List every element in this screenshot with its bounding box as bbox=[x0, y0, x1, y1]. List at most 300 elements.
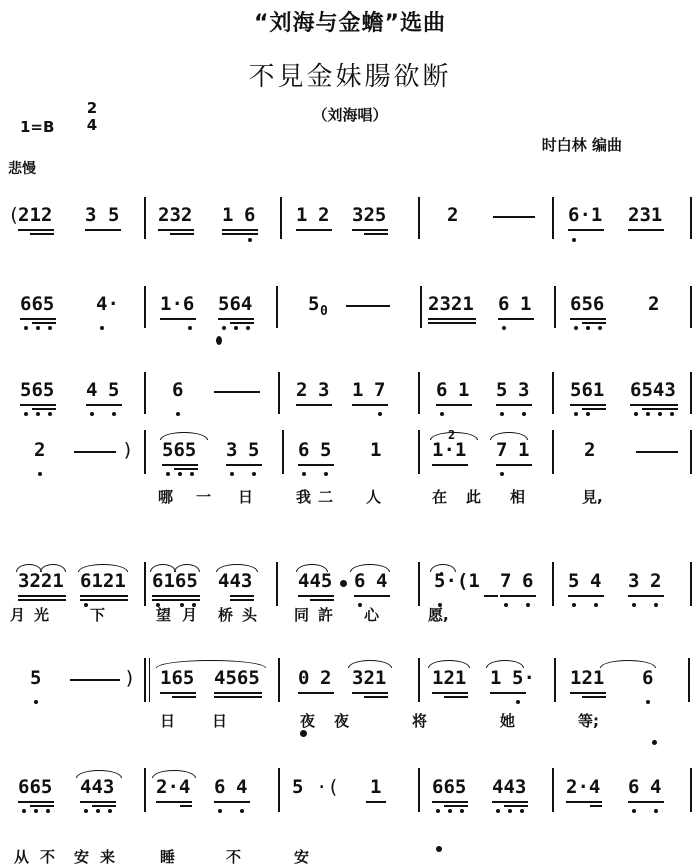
barline bbox=[420, 286, 422, 328]
beam bbox=[364, 233, 388, 235]
note-group: 1 bbox=[370, 776, 382, 798]
octave-dot bbox=[176, 412, 180, 416]
beam bbox=[172, 696, 196, 698]
barline bbox=[144, 658, 146, 702]
beam bbox=[504, 805, 528, 807]
note-group: 5 bbox=[292, 776, 304, 798]
note-group: 2 bbox=[648, 293, 660, 315]
lyric-char: 安 bbox=[294, 848, 310, 866]
beam bbox=[214, 692, 262, 694]
note-group: 3 bbox=[226, 439, 238, 461]
octave-dot bbox=[34, 809, 38, 813]
octave-dot bbox=[436, 809, 440, 813]
octave-dot bbox=[594, 603, 598, 607]
note-group: 4565 bbox=[214, 667, 260, 689]
beam bbox=[222, 229, 258, 231]
beam bbox=[214, 696, 262, 698]
octave-dot bbox=[190, 472, 194, 476]
note-group: 443 bbox=[80, 776, 115, 798]
note-group: 212 bbox=[18, 204, 53, 226]
beam bbox=[310, 599, 334, 601]
beam bbox=[32, 408, 56, 410]
barline bbox=[554, 658, 556, 702]
time-signature-bottom: 4 bbox=[86, 116, 98, 134]
beam bbox=[18, 229, 54, 231]
note-group: 443 bbox=[218, 570, 253, 592]
note-group: 232 bbox=[158, 204, 193, 226]
note-group: 665 bbox=[20, 293, 55, 315]
beam bbox=[628, 801, 664, 803]
lyric-char: 光 bbox=[34, 606, 50, 624]
beam bbox=[496, 404, 532, 406]
barline bbox=[690, 197, 692, 239]
octave-dot bbox=[36, 326, 40, 330]
beam bbox=[428, 318, 476, 320]
note-group: 7 bbox=[496, 439, 508, 461]
octave-dot bbox=[252, 472, 256, 476]
lyric-char: 心 bbox=[364, 606, 380, 624]
note-group: 121 bbox=[432, 667, 467, 689]
beam bbox=[80, 801, 116, 803]
note-group: 6 bbox=[214, 776, 226, 798]
lyric-char: 此 bbox=[466, 488, 482, 506]
beam bbox=[230, 599, 254, 601]
barline bbox=[552, 197, 554, 239]
barline bbox=[144, 430, 146, 474]
lyric-char: 夜 bbox=[300, 712, 316, 730]
barline bbox=[144, 286, 146, 328]
note-group: 5 bbox=[496, 379, 508, 401]
note-group: 1 bbox=[518, 439, 530, 461]
octave-dot bbox=[440, 412, 444, 416]
barline bbox=[149, 658, 150, 702]
note-group: 6 bbox=[354, 570, 366, 592]
beam bbox=[20, 318, 56, 320]
lyric-char: 相 bbox=[510, 488, 526, 506]
note-group: 1 bbox=[490, 667, 502, 689]
octave-dot bbox=[24, 326, 28, 330]
octave-dot bbox=[586, 412, 590, 416]
octave-dot bbox=[654, 603, 658, 607]
lyric-char: 望 bbox=[156, 606, 172, 624]
lyric-char: 头 bbox=[242, 606, 258, 624]
octave-dot bbox=[48, 326, 52, 330]
octave-dot bbox=[218, 809, 222, 813]
beam bbox=[444, 805, 468, 807]
beam bbox=[432, 801, 468, 803]
beam bbox=[160, 318, 196, 320]
beam bbox=[590, 805, 602, 807]
beam bbox=[152, 595, 200, 597]
note-group: 5 bbox=[248, 439, 260, 461]
octave-dot bbox=[378, 412, 382, 416]
beam bbox=[352, 229, 388, 231]
lyric-char: 我 bbox=[296, 488, 312, 506]
octave-dot bbox=[166, 472, 170, 476]
time-signature-top: 2 bbox=[86, 99, 98, 117]
beam bbox=[570, 692, 606, 694]
octave-dot bbox=[84, 603, 88, 607]
octave-dot bbox=[574, 412, 578, 416]
time-signature bbox=[84, 100, 100, 134]
sustain-dash bbox=[636, 451, 678, 453]
beam bbox=[20, 404, 56, 406]
lyric-char: 来 bbox=[100, 848, 116, 866]
beam bbox=[298, 692, 334, 694]
barline bbox=[690, 562, 692, 606]
octave-dot bbox=[22, 809, 26, 813]
barline bbox=[690, 286, 692, 328]
beam bbox=[496, 464, 532, 466]
lyric-char: 安 bbox=[74, 848, 90, 866]
octave-dot bbox=[572, 603, 576, 607]
beam bbox=[498, 318, 534, 320]
note-group: ( bbox=[8, 204, 20, 226]
beam bbox=[352, 692, 388, 694]
note-group: 4 bbox=[590, 570, 602, 592]
beam bbox=[80, 595, 128, 597]
beam bbox=[18, 595, 66, 597]
beam bbox=[170, 233, 194, 235]
octave-dot bbox=[188, 326, 192, 330]
beam bbox=[490, 692, 526, 694]
sustain-dash bbox=[74, 451, 116, 453]
beam bbox=[230, 322, 254, 324]
octave-dot bbox=[324, 472, 328, 476]
octave-dot bbox=[658, 412, 662, 416]
beam bbox=[298, 595, 334, 597]
note-group: 3 bbox=[85, 204, 97, 226]
octave-dot bbox=[96, 809, 100, 813]
note-group: 1 bbox=[222, 204, 234, 226]
lyric-char: 不 bbox=[40, 848, 56, 866]
beam bbox=[582, 408, 606, 410]
note-group: 5 bbox=[108, 204, 120, 226]
octave-dot bbox=[90, 412, 94, 416]
barline bbox=[144, 562, 146, 606]
lyric-char: 桥 bbox=[218, 606, 234, 624]
note-group: 443 bbox=[492, 776, 527, 798]
note-group: 5 bbox=[108, 379, 120, 401]
note-group: 2 bbox=[34, 439, 46, 461]
octave-dot bbox=[84, 809, 88, 813]
barline bbox=[418, 430, 420, 474]
lyric-char: 夜 bbox=[334, 712, 350, 730]
octave-dot bbox=[526, 603, 530, 607]
sustain-dash bbox=[346, 305, 390, 307]
note-group: 6 bbox=[628, 776, 640, 798]
note-group: 6 bbox=[498, 293, 510, 315]
octave-dot bbox=[234, 326, 238, 330]
lyric-char: 在 bbox=[432, 488, 448, 506]
key-signature: 1=B bbox=[20, 118, 55, 136]
note-group: 2 bbox=[296, 379, 308, 401]
note-group: 6 bbox=[298, 439, 310, 461]
octave-dot bbox=[240, 809, 244, 813]
beam bbox=[180, 805, 192, 807]
beam bbox=[582, 322, 606, 324]
octave-dot bbox=[302, 472, 306, 476]
beam bbox=[230, 595, 254, 597]
octave-dot bbox=[24, 412, 28, 416]
lyric-char: 哪 bbox=[158, 488, 174, 506]
lyric-char: 从 bbox=[14, 848, 30, 866]
barline bbox=[144, 372, 146, 414]
barline bbox=[552, 372, 554, 414]
lyric-char: 她 bbox=[500, 712, 516, 730]
note-group: 6543 bbox=[630, 379, 676, 401]
note-group: 4 bbox=[86, 379, 98, 401]
octave-dot bbox=[36, 412, 40, 416]
note-group: 6121 bbox=[80, 570, 126, 592]
barline bbox=[690, 768, 692, 812]
beam bbox=[628, 595, 664, 597]
beam bbox=[218, 318, 254, 320]
lyric-char: 日 bbox=[160, 712, 176, 730]
note-group: 6 bbox=[642, 667, 654, 689]
octave-dot bbox=[222, 326, 226, 330]
lyric-char: 愿, bbox=[428, 606, 449, 624]
note-group: 4 bbox=[650, 776, 662, 798]
beam bbox=[92, 805, 116, 807]
beam bbox=[30, 805, 54, 807]
note-group: 2 bbox=[320, 667, 332, 689]
beam bbox=[582, 696, 606, 698]
lyric-char: 二 bbox=[318, 488, 334, 506]
beam bbox=[296, 229, 332, 231]
note-group: 6 bbox=[436, 379, 448, 401]
beam bbox=[352, 404, 388, 406]
note-group: 4· bbox=[96, 293, 119, 315]
note-group: 0 bbox=[298, 667, 310, 689]
beam bbox=[566, 801, 602, 803]
beam bbox=[32, 322, 56, 324]
lyric-char: 下 bbox=[90, 606, 106, 624]
note-group: 5 bbox=[568, 570, 580, 592]
octave-dot bbox=[496, 809, 500, 813]
barline bbox=[418, 562, 420, 606]
octave-dot bbox=[670, 412, 674, 416]
note-group: 3 bbox=[628, 570, 640, 592]
beam bbox=[436, 404, 472, 406]
barline bbox=[554, 286, 556, 328]
barline bbox=[688, 658, 690, 702]
note-group: ) bbox=[122, 439, 134, 461]
note-group: 3 bbox=[518, 379, 530, 401]
octave-dot bbox=[516, 700, 520, 704]
barline bbox=[282, 430, 284, 474]
ink-mark bbox=[652, 740, 657, 745]
sustain-dash bbox=[214, 391, 260, 393]
note-group: 1 bbox=[458, 379, 470, 401]
octave-dot bbox=[520, 809, 524, 813]
beam bbox=[222, 233, 258, 235]
lyric-char: 将 bbox=[412, 712, 428, 730]
octave-dot bbox=[246, 326, 250, 330]
note-group: 665 bbox=[432, 776, 467, 798]
note-group: 1 bbox=[370, 439, 382, 461]
note-group: 2 bbox=[318, 204, 330, 226]
note-group: 5 bbox=[320, 439, 332, 461]
lyric-char: 月 bbox=[182, 606, 198, 624]
beam bbox=[432, 464, 468, 466]
beam bbox=[296, 404, 332, 406]
note-group: 321 bbox=[352, 667, 387, 689]
arranger-credit: 时白林 编曲 bbox=[541, 136, 622, 154]
beam bbox=[174, 468, 198, 470]
note-group: 2 bbox=[447, 204, 459, 226]
octave-dot bbox=[508, 809, 512, 813]
octave-dot bbox=[34, 700, 38, 704]
lyric-char: 許 bbox=[318, 606, 334, 624]
octave-dot bbox=[248, 238, 252, 242]
beam bbox=[152, 599, 200, 601]
barline bbox=[144, 768, 146, 812]
lyric-char: 日 bbox=[238, 488, 254, 506]
sustain-dash bbox=[70, 679, 120, 681]
note-group: 325 bbox=[352, 204, 387, 226]
barline bbox=[278, 372, 280, 414]
octave-dot bbox=[654, 809, 658, 813]
lyric-char: 日 bbox=[212, 712, 228, 730]
octave-dot bbox=[100, 326, 104, 330]
beam bbox=[492, 801, 528, 803]
octave-dot bbox=[646, 412, 650, 416]
note-group: 565 bbox=[162, 439, 197, 461]
lyric-char: 一 bbox=[196, 488, 212, 506]
lyric-char: 睡 bbox=[160, 848, 176, 866]
ink-mark bbox=[300, 730, 307, 737]
beam bbox=[484, 595, 498, 597]
note-group: 2 bbox=[584, 439, 596, 461]
beam bbox=[18, 599, 66, 601]
octave-dot bbox=[112, 412, 116, 416]
grace-note: 2 bbox=[448, 428, 456, 442]
note-group: 121 bbox=[570, 667, 605, 689]
note-group: 2321 bbox=[428, 293, 474, 315]
octave-dot bbox=[46, 809, 50, 813]
barline bbox=[552, 562, 554, 606]
beam bbox=[30, 233, 54, 235]
beam bbox=[500, 595, 536, 597]
barline bbox=[280, 197, 282, 239]
note-group: 231 bbox=[628, 204, 663, 226]
note-group: 656 bbox=[570, 293, 605, 315]
octave-dot bbox=[358, 603, 362, 607]
singer-note: （刘海唱） bbox=[312, 106, 388, 124]
octave-dot bbox=[460, 809, 464, 813]
lyric-char: 不 bbox=[226, 848, 242, 866]
lyric-char: 等; bbox=[578, 712, 599, 730]
note-group: 445 bbox=[298, 570, 333, 592]
note-group: 6·1 bbox=[568, 204, 603, 226]
octave-dot bbox=[230, 472, 234, 476]
beam bbox=[80, 599, 128, 601]
note-group: 4 bbox=[376, 570, 388, 592]
note-group: 561 bbox=[570, 379, 605, 401]
barline bbox=[418, 768, 420, 812]
note-group: 165 bbox=[160, 667, 195, 689]
note-group: 6 bbox=[172, 379, 184, 401]
octave-dot bbox=[572, 238, 576, 242]
note-group: 5·(1 bbox=[434, 570, 480, 592]
beam bbox=[298, 464, 334, 466]
barline bbox=[418, 372, 420, 414]
lyric-char: 同 bbox=[294, 606, 310, 624]
note-group: 7 bbox=[500, 570, 512, 592]
beam bbox=[570, 318, 606, 320]
note-group: 4 bbox=[236, 776, 248, 798]
barline bbox=[418, 658, 420, 702]
note-group: 7 bbox=[374, 379, 386, 401]
octave-dot bbox=[502, 326, 506, 330]
note-group: 0 bbox=[320, 304, 328, 319]
note-group: 6165 bbox=[152, 570, 198, 592]
beam bbox=[156, 801, 192, 803]
barline bbox=[278, 658, 280, 702]
beam bbox=[570, 404, 606, 406]
beam bbox=[85, 229, 121, 231]
barline bbox=[552, 768, 554, 812]
barline bbox=[690, 372, 692, 414]
note-group: 5 bbox=[30, 667, 42, 689]
note-group: 6 bbox=[244, 204, 256, 226]
ink-mark bbox=[436, 846, 442, 852]
beam bbox=[160, 692, 196, 694]
barline bbox=[418, 197, 420, 239]
beam bbox=[86, 404, 122, 406]
note-group: ) bbox=[124, 667, 136, 689]
beam bbox=[444, 696, 468, 698]
barline bbox=[276, 286, 278, 328]
octave-dot bbox=[632, 809, 636, 813]
octave-dot bbox=[448, 809, 452, 813]
note-group: 5 bbox=[308, 293, 320, 315]
beam bbox=[364, 696, 388, 698]
note-group: 3 bbox=[318, 379, 330, 401]
beam bbox=[366, 801, 386, 803]
note-group: 1 bbox=[352, 379, 364, 401]
beam bbox=[158, 229, 194, 231]
note-group: 2·4 bbox=[566, 776, 601, 798]
octave-dot bbox=[634, 412, 638, 416]
beam bbox=[628, 229, 664, 231]
lyric-char: 見, bbox=[582, 488, 603, 506]
octave-dot bbox=[522, 412, 526, 416]
note-group: 6 bbox=[522, 570, 534, 592]
octave-dot bbox=[586, 326, 590, 330]
note-group: 5· bbox=[512, 667, 535, 689]
beam bbox=[568, 229, 604, 231]
beam bbox=[642, 408, 678, 410]
barline bbox=[690, 430, 692, 474]
beam bbox=[226, 464, 262, 466]
beam bbox=[162, 464, 198, 466]
song-title: 不見金妹腸欲断 bbox=[248, 62, 452, 92]
note-group: 1·6 bbox=[160, 293, 195, 315]
note-group: 564 bbox=[218, 293, 253, 315]
lyric-char: 人 bbox=[366, 488, 382, 506]
beam bbox=[214, 801, 250, 803]
octave-dot bbox=[178, 472, 182, 476]
note-group: 2·4 bbox=[156, 776, 191, 798]
note-group: 665 bbox=[18, 776, 53, 798]
note-group: 1 bbox=[520, 293, 532, 315]
beam bbox=[18, 801, 54, 803]
note-group: 1·1 bbox=[432, 439, 467, 461]
octave-dot bbox=[574, 326, 578, 330]
octave-dot bbox=[504, 603, 508, 607]
